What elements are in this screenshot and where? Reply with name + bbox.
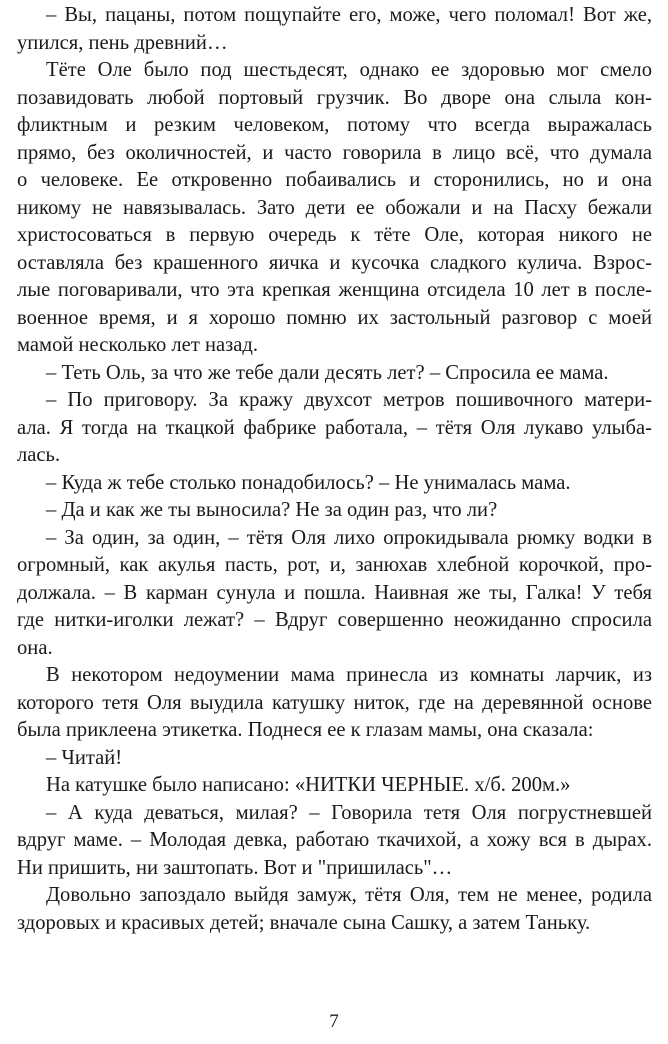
text-line: вдруг маме. – Молодая девка, работаю ткачихой, а хожу вся в дырах. — [17, 829, 652, 851]
text-line: о человеке. Ее откровенно побаивались и сторонились, но и она — [17, 169, 652, 191]
text-line: военное время, и я хорошо помню их застольный разговор с моей — [17, 306, 652, 329]
text-line: – Да и как же ты выносила? Не за один раз, что ли? — [46, 499, 498, 521]
text-line: – По приговору. За кражу двухсот метров пошивочного матери- — [46, 389, 652, 411]
text-line: была приклеена этикетка. Поднеся ее к глазам мамы, она сказала: — [17, 719, 594, 741]
page-number: 7 — [329, 1011, 339, 1032]
text-line: оставляла без крашенного яичка и кусочка сладкого кулича. Взрос- — [17, 251, 652, 274]
text-line: – Теть Оль, за что же тебе дали десять лет? – Спросила ее мама. — [46, 361, 609, 384]
text-line: огромный, как акулья пасть, рот, и, занюхав хлебной корочкой, про- — [17, 554, 652, 576]
text-line: – Вы, пацаны, потом пощупайте его, може, чего поломал! Вот же, — [46, 4, 652, 26]
text-line: – Куда ж тебе столько понадобилось? – Не унималась мама. — [46, 471, 571, 494]
text-line: здоровых и красивых детей; вначале сына Сашку, а затем Таньку. — [17, 911, 591, 934]
text-line: лась. — [17, 444, 61, 466]
text-line: упился, пень древний… — [17, 31, 228, 54]
text-line: ала. Я тогда на ткацкой фабрике работала, – тётя Оля лукаво улыба- — [17, 416, 652, 439]
text-line: лые поговаривали, что эта крепкая женщина отсидела 10 лет в после- — [17, 279, 652, 301]
body-text — [17, 2, 652, 937]
text-line: мамой несколько лет назад. — [17, 334, 259, 356]
text-line: – А куда деваться, милая? – Говорила тетя Оля погрустневшей — [46, 801, 652, 824]
text-line: – Читай! — [46, 746, 123, 769]
text-line: никому не навязывалась. Зато дети ее обожали и на Пасху бежали — [17, 196, 652, 219]
text-line: На катушке было написано: «НИТКИ ЧЕРНЫЕ. х/б. 200м.» — [46, 774, 571, 796]
text-line: прямо, без околичностей, и часто говорила в лицо всё, что думала — [17, 141, 652, 164]
text-line: она. — [17, 636, 53, 659]
text-line: Тёте Оле было под шестьдесят, однако ее здоровью мог смело — [46, 59, 652, 81]
text-line: где нитки-иголки лежат? – Вдруг совершенно неожиданно спросила — [17, 609, 652, 631]
text-line: Довольно запоздало выйдя замуж, тётя Оля, тем не менее, родила — [46, 884, 652, 906]
text-line: В некотором недоумении мама принесла из комнаты ларчик, из — [46, 664, 652, 686]
text-line: которого тетя Оля выудила катушку ниток, где на деревянной основе — [17, 691, 652, 714]
text-line: Ни пришить, ни заштопать. Вот и "пришилась"… — [17, 856, 453, 879]
text-line: – За один, за один, – тётя Оля лихо опрокидывала рюмку водки в — [46, 526, 652, 549]
text-line: позавидовать любой портовый грузчик. Во дворе она слыла кон- — [17, 86, 652, 109]
text-line: должала. – В карман сунула и пошла. Наивная же ты, Галка! У тебя — [17, 581, 652, 604]
text-line: фликтным и резким человеком, потому что всегда выражалась — [17, 114, 652, 136]
text-line: христосоваться в первую очередь к тёте Оле, которая никого не — [17, 224, 652, 246]
